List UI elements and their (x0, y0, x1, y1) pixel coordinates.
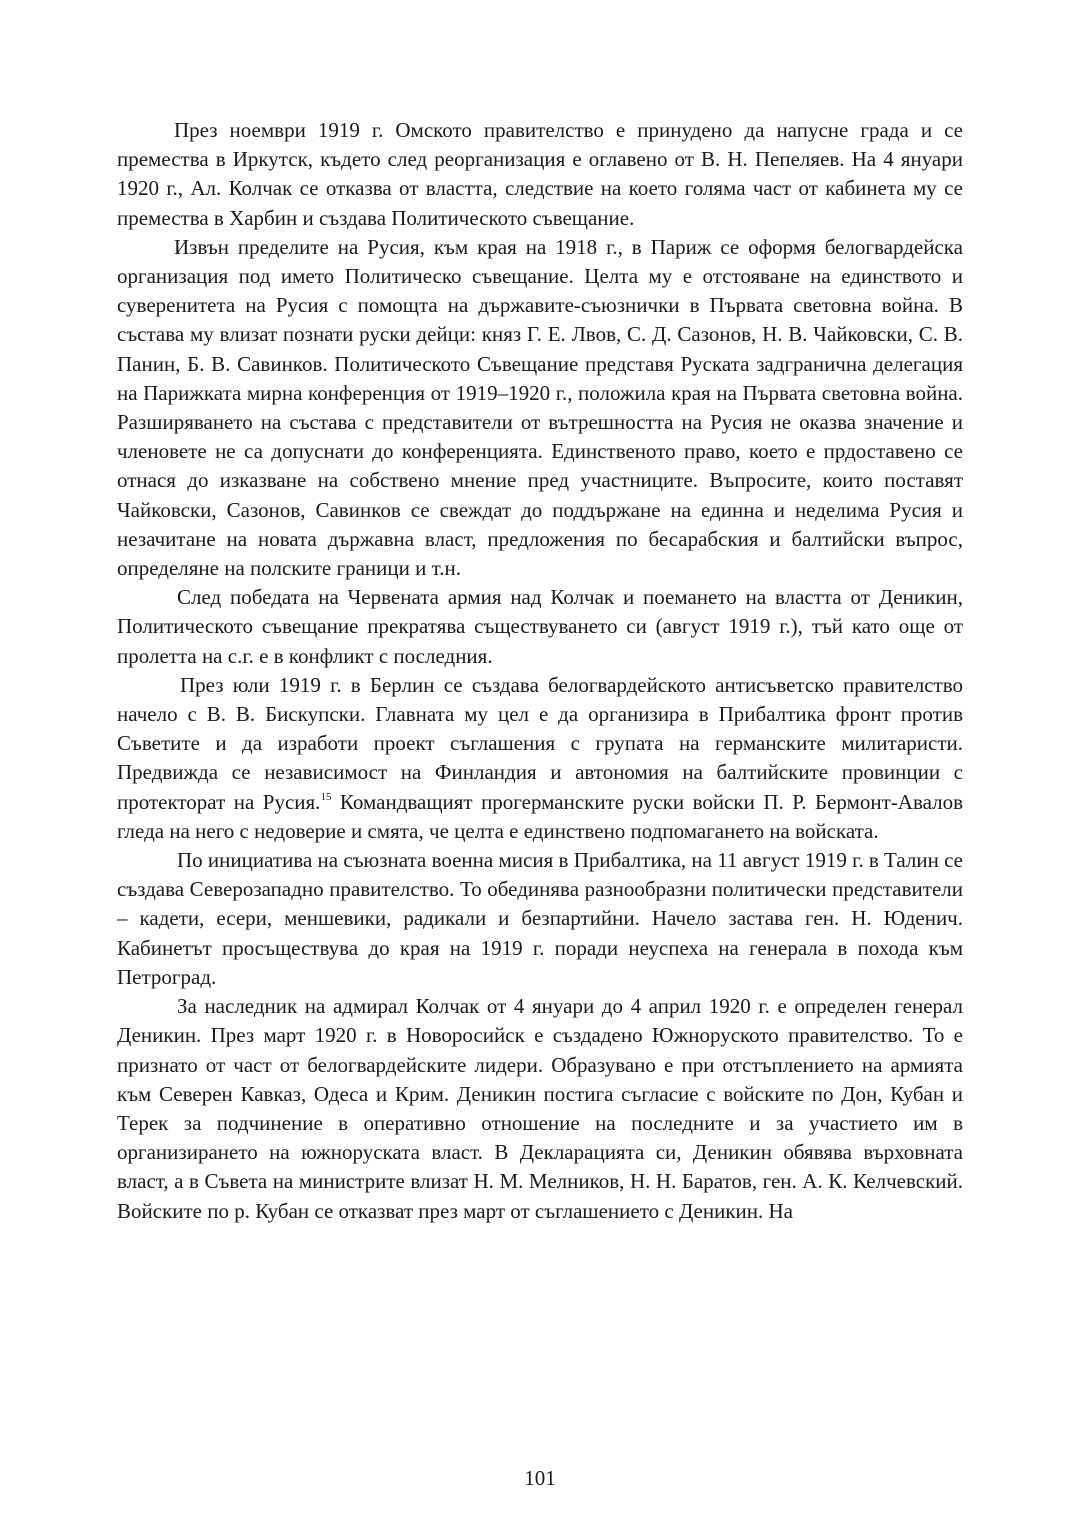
berlin-text-after-note: Командващият прогерманските руски войски П. Р. Бермонт-Авалов гледа на него с недоверие и смята, че целта е единствено подпомагането на войската. (117, 789, 964, 843)
paragraph-council-dissolved: След победата на Червената армия над Колчак и поемането на властта от Деникин, Политическото съвещание прекратява съществуването си (август 1919 г.), тъй като още от пролетта на с.г. е в конфликт с последния. (117, 585, 963, 668)
paragraph-political-council: Извън пределите на Русия, към края на 1918 г., в Париж се оформя белогвардейска организация под името Политическо съвещание. Целта му е отстояване на единството и суверенитета на Русия с помощта на държавите-съюзнички в Първата световна война. В състава му влизат познати руски дейци: княз Г. Е. Лвов, С. Д. Сазонов, Н. В. Чайковски, С. В. Панин, Б. В. Савинков. Политическото Съвещание представя Руската задгранична делегация на Парижката мирна конференция от 1919–1920 г., положила края на Първата световна война. Разширяването на състава с представители от вътрешността на Русия не оказва значение и членовете не са допуснати до конференцията. Единственото право, което е прдоставено се отнася до изказване на собствено мнение пред участниците. Въпросите, които поставят Чайковски, Сазонов, Савинков се свеждат до поддържане на единна и неделима Русия и незачитане на новата държавна власт, предложения по бесарабския и балтийски въпрос, определяне на полските граници и т.н. (117, 234, 963, 581)
paragraph-northwest-government: По инициатива на съюзната военна мисия в Прибалтика, на 11 август 1919 г. в Талин се създава Северозападно правителство. То обединява разнообразни политически представители – кадети, есери, меншевики, радикали и безпартийни. Начело застава ген. Н. Юденич. Кабинетът просъществува до края на 1919 г. поради неуспеха на генерала в похода към Петроград. (117, 848, 963, 989)
page-number: 101 (524, 1466, 556, 1490)
footnote-reference: 15 (320, 790, 332, 803)
document-body (117, 116, 963, 1226)
berlin-text-before-note: През юли 1919 г. в Берлин се създава белогвардейското антисъветско правителство начело с В. В. Бискупски. Главната му цел е да организира в Прибалтика фронт против Съветите и да изработи проект съглашения с групата на германските милитаристи. Предвижда се независимост на Финландия и автономия на балтийските провинции с протекторат на Русия. (117, 672, 963, 814)
paragraph-south-russian-government: За наследник на адмирал Колчак от 4 януари до 4 април 1920 г. е определен генерал Деникин. През март 1920 г. в Новоросийск е създадено Южноруското правителство. То е признато от част от белогвардейските лидери. Образувано е при отстъплението на армията към Северен Кавказ, Одеса и Крим. Деникин постига съгласие с войските по Дон, Кубан и Терек за подчинение в оперативно отношение на последните и за участието им в организирането на южноруската власт. В Декларацията си, Деникин обявява върховната власт, а в Съвета на министрите влизат Н. М. Мелников, Н. Н. Баратов, ген. А. К. Келчевский. Войските по р. Кубан се отказват през март от съглашението с Деникин. На (117, 994, 963, 1223)
paragraph-berlin-government (117, 671, 963, 846)
paragraph-omsk-government: През ноември 1919 г. Омското правителство е принудено да напусне града и се премества в Иркутск, където след реорганизация е оглавено от В. Н. Пепеляев. На 4 януари 1920 г., Ал. Колчак се отказва от властта, следствие на което голяма част от кабинета му се премества в Харбин и създава Политическото съвещание. (117, 118, 963, 230)
